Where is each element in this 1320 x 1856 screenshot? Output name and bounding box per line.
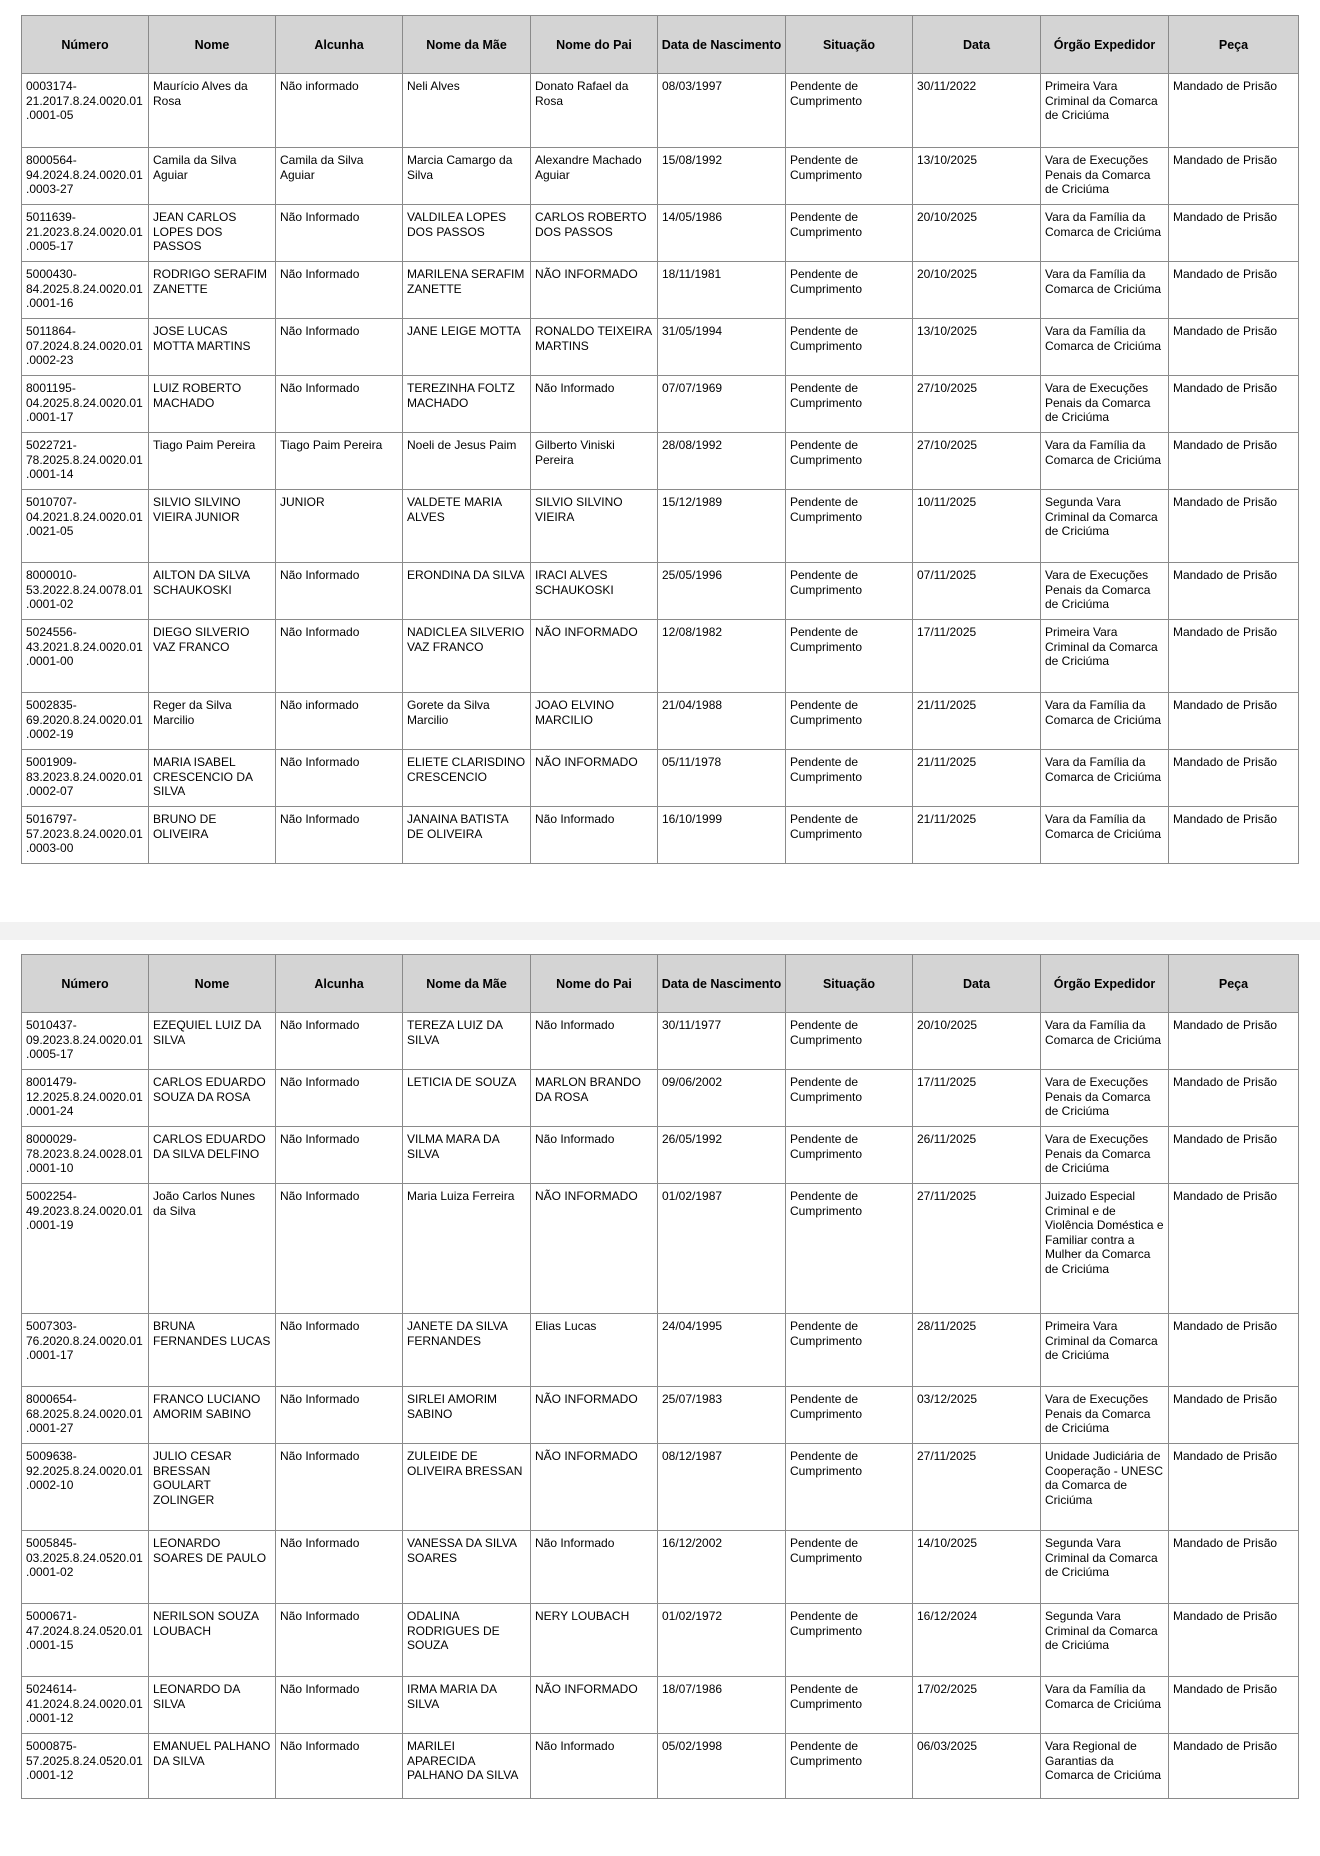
cell-orgao-expedidor: Vara da Família da Comarca de Criciúma <box>1041 205 1169 262</box>
cell-nome-da-mae: Maria Luiza Ferreira <box>403 1184 531 1314</box>
cell-numero: 5010437-09.2023.8.24.0020.01.0005-17 <box>22 1013 149 1070</box>
cell-data-de-nascimento: 08/12/1987 <box>658 1444 786 1531</box>
table-row <box>22 433 1299 490</box>
table-row <box>22 620 1299 693</box>
cell-data: 14/10/2025 <box>913 1531 1041 1604</box>
cell-situacao: Pendente de Cumprimento <box>786 319 913 376</box>
cell-data: 28/11/2025 <box>913 1314 1041 1387</box>
cell-data: 27/10/2025 <box>913 376 1041 433</box>
cell-nome-da-mae: Noeli de Jesus Paim <box>403 433 531 490</box>
cell-nome: CARLOS EDUARDO SOUZA DA ROSA <box>149 1070 276 1127</box>
cell-data-de-nascimento: 26/05/1992 <box>658 1127 786 1184</box>
cell-alcunha: Não Informado <box>276 1314 403 1387</box>
cell-nome-do-pai: NÃO INFORMADO <box>531 1184 658 1314</box>
cell-data-de-nascimento: 14/05/1986 <box>658 205 786 262</box>
cell-peca: Mandado de Prisão <box>1169 1314 1299 1387</box>
cell-nome-da-mae: TEREZA LUIZ DA SILVA <box>403 1013 531 1070</box>
cell-nome: EMANUEL PALHANO DA SILVA <box>149 1734 276 1799</box>
cell-situacao: Pendente de Cumprimento <box>786 148 913 205</box>
cell-numero: 0003174-21.2017.8.24.0020.01.0001-05 <box>22 74 149 148</box>
cell-nome: JULIO CESAR BRESSAN GOULART ZOLINGER <box>149 1444 276 1531</box>
cell-nome-do-pai: SILVIO SILVINO VIEIRA <box>531 490 658 563</box>
cell-nome-da-mae: VALDETE MARIA ALVES <box>403 490 531 563</box>
column-header-situacao: Situação <box>786 955 913 1013</box>
cell-data-de-nascimento: 01/02/1972 <box>658 1604 786 1677</box>
cell-alcunha: Não informado <box>276 74 403 148</box>
cell-orgao-expedidor: Vara Regional de Garantias da Comarca de Criciúma <box>1041 1734 1169 1799</box>
cell-nome-do-pai: NÃO INFORMADO <box>531 750 658 807</box>
cell-peca: Mandado de Prisão <box>1169 1070 1299 1127</box>
cell-nome-do-pai: NÃO INFORMADO <box>531 1677 658 1734</box>
cell-nome: João Carlos Nunes da Silva <box>149 1184 276 1314</box>
table-header-row <box>22 16 1299 74</box>
cell-nome-da-mae: MARILEI APARECIDA PALHANO DA SILVA <box>403 1734 531 1799</box>
cell-nome-do-pai: Alexandre Machado Aguiar <box>531 148 658 205</box>
cell-data-de-nascimento: 28/08/1992 <box>658 433 786 490</box>
table-row <box>22 693 1299 750</box>
cell-orgao-expedidor: Primeira Vara Criminal da Comarca de Criciúma <box>1041 74 1169 148</box>
cell-situacao: Pendente de Cumprimento <box>786 1444 913 1531</box>
cell-nome: LUIZ ROBERTO MACHADO <box>149 376 276 433</box>
cell-peca: Mandado de Prisão <box>1169 1387 1299 1444</box>
cell-situacao: Pendente de Cumprimento <box>786 74 913 148</box>
cell-peca: Mandado de Prisão <box>1169 205 1299 262</box>
cell-nome-do-pai: Não Informado <box>531 807 658 864</box>
cell-orgao-expedidor: Segunda Vara Criminal da Comarca de Criciúma <box>1041 1531 1169 1604</box>
cell-data-de-nascimento: 31/05/1994 <box>658 319 786 376</box>
table-row <box>22 807 1299 864</box>
cell-data-de-nascimento: 15/08/1992 <box>658 148 786 205</box>
cell-numero: 5024556-43.2021.8.24.0020.01.0001-00 <box>22 620 149 693</box>
cell-nome: NERILSON SOUZA LOUBACH <box>149 1604 276 1677</box>
cell-numero: 5001909-83.2023.8.24.0020.01.0002-07 <box>22 750 149 807</box>
cell-data-de-nascimento: 05/02/1998 <box>658 1734 786 1799</box>
cell-nome-da-mae: ELIETE CLARISDINO CRESCENCIO <box>403 750 531 807</box>
cell-situacao: Pendente de Cumprimento <box>786 1314 913 1387</box>
table-row <box>22 319 1299 376</box>
column-header-alcunha: Alcunha <box>276 955 403 1013</box>
cell-peca: Mandado de Prisão <box>1169 807 1299 864</box>
column-header-nome-do-pai: Nome do Pai <box>531 955 658 1013</box>
cell-data: 27/11/2025 <box>913 1184 1041 1314</box>
cell-nome-do-pai: RONALDO TEIXEIRA MARTINS <box>531 319 658 376</box>
column-header-data-de-nascimento: Data de Nascimento <box>658 16 786 74</box>
cell-data: 13/10/2025 <box>913 319 1041 376</box>
cell-data-de-nascimento: 16/12/2002 <box>658 1531 786 1604</box>
table-row <box>22 205 1299 262</box>
cell-nome-do-pai: Não Informado <box>531 376 658 433</box>
cell-numero: 5002254-49.2023.8.24.0020.01.0001-19 <box>22 1184 149 1314</box>
cell-peca: Mandado de Prisão <box>1169 620 1299 693</box>
table-row <box>22 74 1299 148</box>
table-row <box>22 1734 1299 1799</box>
cell-peca: Mandado de Prisão <box>1169 1604 1299 1677</box>
cell-situacao: Pendente de Cumprimento <box>786 1387 913 1444</box>
cell-nome-da-mae: ZULEIDE DE OLIVEIRA BRESSAN <box>403 1444 531 1531</box>
cell-numero: 8001479-12.2025.8.24.0020.01.0001-24 <box>22 1070 149 1127</box>
cell-orgao-expedidor: Vara de Execuções Penais da Comarca de Criciúma <box>1041 563 1169 620</box>
cell-nome: Reger da Silva Marcilio <box>149 693 276 750</box>
warrants-table-page-2 <box>21 954 1299 1799</box>
cell-peca: Mandado de Prisão <box>1169 262 1299 319</box>
column-header-nome-da-mae: Nome da Mãe <box>403 16 531 74</box>
cell-nome: CARLOS EDUARDO DA SILVA DELFINO <box>149 1127 276 1184</box>
cell-nome-do-pai: NÃO INFORMADO <box>531 620 658 693</box>
table-row <box>22 1444 1299 1531</box>
cell-alcunha: Não Informado <box>276 1531 403 1604</box>
cell-data: 20/10/2025 <box>913 1013 1041 1070</box>
cell-nome-da-mae: VANESSA DA SILVA SOARES <box>403 1531 531 1604</box>
column-header-data: Data <box>913 955 1041 1013</box>
cell-alcunha: Não Informado <box>276 376 403 433</box>
cell-peca: Mandado de Prisão <box>1169 376 1299 433</box>
table-row <box>22 1127 1299 1184</box>
cell-nome: JOSE LUCAS MOTTA MARTINS <box>149 319 276 376</box>
cell-data-de-nascimento: 21/04/1988 <box>658 693 786 750</box>
cell-nome-da-mae: TEREZINHA FOLTZ MACHADO <box>403 376 531 433</box>
cell-data-de-nascimento: 16/10/1999 <box>658 807 786 864</box>
cell-orgao-expedidor: Unidade Judiciária de Cooperação - UNESC da Comarca de Criciúma <box>1041 1444 1169 1531</box>
cell-nome-da-mae: IRMA MARIA DA SILVA <box>403 1677 531 1734</box>
cell-data: 13/10/2025 <box>913 148 1041 205</box>
cell-nome-do-pai: NÃO INFORMADO <box>531 1387 658 1444</box>
cell-data-de-nascimento: 24/04/1995 <box>658 1314 786 1387</box>
document-page-2 <box>0 940 1320 1856</box>
cell-situacao: Pendente de Cumprimento <box>786 1013 913 1070</box>
cell-alcunha: Não Informado <box>276 1127 403 1184</box>
column-header-nome: Nome <box>149 16 276 74</box>
column-header-numero: Número <box>22 955 149 1013</box>
column-header-orgao-expedidor: Órgão Expedidor <box>1041 955 1169 1013</box>
column-header-data: Data <box>913 16 1041 74</box>
cell-peca: Mandado de Prisão <box>1169 563 1299 620</box>
table-row <box>22 376 1299 433</box>
cell-nome-do-pai: NÃO INFORMADO <box>531 1444 658 1531</box>
cell-situacao: Pendente de Cumprimento <box>786 262 913 319</box>
cell-nome-da-mae: NADICLEA SILVERIO VAZ FRANCO <box>403 620 531 693</box>
cell-nome-da-mae: Gorete da Silva Marcilio <box>403 693 531 750</box>
cell-data-de-nascimento: 01/02/1987 <box>658 1184 786 1314</box>
table-row <box>22 1387 1299 1444</box>
cell-situacao: Pendente de Cumprimento <box>786 376 913 433</box>
cell-situacao: Pendente de Cumprimento <box>786 1531 913 1604</box>
cell-nome: AILTON DA SILVA SCHAUKOSKI <box>149 563 276 620</box>
cell-nome-do-pai: IRACI ALVES SCHAUKOSKI <box>531 563 658 620</box>
cell-numero: 5016797-57.2023.8.24.0020.01.0003-00 <box>22 807 149 864</box>
column-header-situacao: Situação <box>786 16 913 74</box>
page-separator <box>0 922 1320 940</box>
table-row <box>22 1314 1299 1387</box>
cell-alcunha: Não Informado <box>276 319 403 376</box>
cell-data: 03/12/2025 <box>913 1387 1041 1444</box>
cell-nome: BRUNA FERNANDES LUCAS <box>149 1314 276 1387</box>
cell-alcunha: Não Informado <box>276 1387 403 1444</box>
table-row <box>22 563 1299 620</box>
column-header-orgao-expedidor: Órgão Expedidor <box>1041 16 1169 74</box>
cell-alcunha: Tiago Paim Pereira <box>276 433 403 490</box>
cell-nome: DIEGO SILVERIO VAZ FRANCO <box>149 620 276 693</box>
column-header-nome: Nome <box>149 955 276 1013</box>
cell-situacao: Pendente de Cumprimento <box>786 1734 913 1799</box>
cell-data-de-nascimento: 07/07/1969 <box>658 376 786 433</box>
table-row <box>22 1013 1299 1070</box>
cell-nome: SILVIO SILVINO VIEIRA JUNIOR <box>149 490 276 563</box>
table-row <box>22 1531 1299 1604</box>
cell-numero: 5000671-47.2024.8.24.0520.01.0001-15 <box>22 1604 149 1677</box>
cell-data: 17/11/2025 <box>913 620 1041 693</box>
cell-orgao-expedidor: Vara da Família da Comarca de Criciúma <box>1041 1677 1169 1734</box>
cell-nome: LEONARDO SOARES DE PAULO <box>149 1531 276 1604</box>
cell-alcunha: Não Informado <box>276 1013 403 1070</box>
column-header-alcunha: Alcunha <box>276 16 403 74</box>
table-row <box>22 262 1299 319</box>
cell-numero: 5002835-69.2020.8.24.0020.01.0002-19 <box>22 693 149 750</box>
cell-numero: 5000875-57.2025.8.24.0520.01.0001-12 <box>22 1734 149 1799</box>
cell-alcunha: Não Informado <box>276 1184 403 1314</box>
cell-nome: Tiago Paim Pereira <box>149 433 276 490</box>
cell-nome-da-mae: Neli Alves <box>403 74 531 148</box>
cell-peca: Mandado de Prisão <box>1169 148 1299 205</box>
cell-situacao: Pendente de Cumprimento <box>786 1070 913 1127</box>
table-row <box>22 1677 1299 1734</box>
document-page-1 <box>0 0 1320 922</box>
cell-data: 27/11/2025 <box>913 1444 1041 1531</box>
cell-peca: Mandado de Prisão <box>1169 750 1299 807</box>
cell-nome-da-mae: VALDILEA LOPES DOS PASSOS <box>403 205 531 262</box>
cell-alcunha: Não Informado <box>276 1604 403 1677</box>
cell-numero: 5011864-07.2024.8.24.0020.01.0002-23 <box>22 319 149 376</box>
cell-situacao: Pendente de Cumprimento <box>786 750 913 807</box>
cell-situacao: Pendente de Cumprimento <box>786 205 913 262</box>
cell-data-de-nascimento: 18/07/1986 <box>658 1677 786 1734</box>
cell-data: 20/10/2025 <box>913 205 1041 262</box>
cell-nome-do-pai: Gilberto Viniski Pereira <box>531 433 658 490</box>
cell-nome: MARIA ISABEL CRESCENCIO DA SILVA <box>149 750 276 807</box>
cell-alcunha: Não Informado <box>276 563 403 620</box>
warrants-table-page-1 <box>21 15 1299 864</box>
cell-nome: FRANCO LUCIANO AMORIM SABINO <box>149 1387 276 1444</box>
cell-nome-da-mae: JANAINA BATISTA DE OLIVEIRA <box>403 807 531 864</box>
cell-alcunha: Não informado <box>276 693 403 750</box>
cell-nome-da-mae: MARILENA SERAFIM ZANETTE <box>403 262 531 319</box>
cell-nome-da-mae: VILMA MARA DA SILVA <box>403 1127 531 1184</box>
cell-situacao: Pendente de Cumprimento <box>786 1127 913 1184</box>
cell-data-de-nascimento: 25/05/1996 <box>658 563 786 620</box>
cell-situacao: Pendente de Cumprimento <box>786 1184 913 1314</box>
cell-nome: EZEQUIEL LUIZ DA SILVA <box>149 1013 276 1070</box>
column-header-numero: Número <box>22 16 149 74</box>
cell-alcunha: Não Informado <box>276 1734 403 1799</box>
cell-orgao-expedidor: Vara da Família da Comarca de Criciúma <box>1041 693 1169 750</box>
cell-nome-da-mae: JANE LEIGE MOTTA <box>403 319 531 376</box>
cell-numero: 5007303-76.2020.8.24.0020.01.0001-17 <box>22 1314 149 1387</box>
cell-situacao: Pendente de Cumprimento <box>786 807 913 864</box>
cell-numero: 5005845-03.2025.8.24.0520.01.0001-02 <box>22 1531 149 1604</box>
cell-nome-do-pai: Donato Rafael da Rosa <box>531 74 658 148</box>
cell-nome: Camila da Silva Aguiar <box>149 148 276 205</box>
cell-nome: Maurício Alves da Rosa <box>149 74 276 148</box>
column-header-nome-do-pai: Nome do Pai <box>531 16 658 74</box>
cell-alcunha: JUNIOR <box>276 490 403 563</box>
cell-alcunha: Não Informado <box>276 205 403 262</box>
cell-numero: 5009638-92.2025.8.24.0020.01.0002-10 <box>22 1444 149 1531</box>
cell-nome: RODRIGO SERAFIM ZANETTE <box>149 262 276 319</box>
cell-numero: 5000430-84.2025.8.24.0020.01.0001-16 <box>22 262 149 319</box>
cell-orgao-expedidor: Vara da Família da Comarca de Criciúma <box>1041 262 1169 319</box>
table-header-row <box>22 955 1299 1013</box>
cell-numero: 8000654-68.2025.8.24.0020.01.0001-27 <box>22 1387 149 1444</box>
cell-alcunha: Não Informado <box>276 1444 403 1531</box>
cell-data: 21/11/2025 <box>913 693 1041 750</box>
cell-orgao-expedidor: Segunda Vara Criminal da Comarca de Criciúma <box>1041 1604 1169 1677</box>
cell-nome-da-mae: JANETE DA SILVA FERNANDES <box>403 1314 531 1387</box>
table-row <box>22 1604 1299 1677</box>
column-header-nome-da-mae: Nome da Mãe <box>403 955 531 1013</box>
cell-data: 30/11/2022 <box>913 74 1041 148</box>
cell-data: 20/10/2025 <box>913 262 1041 319</box>
cell-peca: Mandado de Prisão <box>1169 1013 1299 1070</box>
cell-orgao-expedidor: Vara de Execuções Penais da Comarca de Criciúma <box>1041 1387 1169 1444</box>
cell-alcunha: Não Informado <box>276 1070 403 1127</box>
cell-peca: Mandado de Prisão <box>1169 1531 1299 1604</box>
cell-situacao: Pendente de Cumprimento <box>786 620 913 693</box>
cell-peca: Mandado de Prisão <box>1169 1677 1299 1734</box>
table-row <box>22 148 1299 205</box>
cell-orgao-expedidor: Primeira Vara Criminal da Comarca de Criciúma <box>1041 620 1169 693</box>
cell-peca: Mandado de Prisão <box>1169 319 1299 376</box>
cell-orgao-expedidor: Primeira Vara Criminal da Comarca de Criciúma <box>1041 1314 1169 1387</box>
cell-alcunha: Não Informado <box>276 1677 403 1734</box>
cell-orgao-expedidor: Vara de Execuções Penais da Comarca de Criciúma <box>1041 148 1169 205</box>
cell-data-de-nascimento: 25/07/1983 <box>658 1387 786 1444</box>
table-row <box>22 1184 1299 1314</box>
cell-numero: 8001195-04.2025.8.24.0020.01.0001-17 <box>22 376 149 433</box>
table-row <box>22 1070 1299 1127</box>
cell-data: 16/12/2024 <box>913 1604 1041 1677</box>
cell-peca: Mandado de Prisão <box>1169 74 1299 148</box>
cell-alcunha: Não Informado <box>276 750 403 807</box>
cell-data: 17/11/2025 <box>913 1070 1041 1127</box>
cell-situacao: Pendente de Cumprimento <box>786 433 913 490</box>
cell-alcunha: Camila da Silva Aguiar <box>276 148 403 205</box>
cell-situacao: Pendente de Cumprimento <box>786 563 913 620</box>
cell-nome: BRUNO DE OLIVEIRA <box>149 807 276 864</box>
cell-data-de-nascimento: 18/11/1981 <box>658 262 786 319</box>
cell-nome-da-mae: ODALINA RODRIGUES DE SOUZA <box>403 1604 531 1677</box>
cell-peca: Mandado de Prisão <box>1169 1127 1299 1184</box>
cell-data-de-nascimento: 05/11/1978 <box>658 750 786 807</box>
cell-situacao: Pendente de Cumprimento <box>786 693 913 750</box>
cell-nome-do-pai: Não Informado <box>531 1734 658 1799</box>
cell-orgao-expedidor: Vara de Execuções Penais da Comarca de Criciúma <box>1041 1070 1169 1127</box>
cell-nome-do-pai: CARLOS ROBERTO DOS PASSOS <box>531 205 658 262</box>
cell-orgao-expedidor: Vara de Execuções Penais da Comarca de Criciúma <box>1041 376 1169 433</box>
cell-nome-do-pai: JOAO ELVINO MARCILIO <box>531 693 658 750</box>
cell-numero: 5022721-78.2025.8.24.0020.01.0001-14 <box>22 433 149 490</box>
cell-data: 21/11/2025 <box>913 807 1041 864</box>
cell-peca: Mandado de Prisão <box>1169 433 1299 490</box>
cell-orgao-expedidor: Vara da Família da Comarca de Criciúma <box>1041 750 1169 807</box>
cell-nome-do-pai: NERY LOUBACH <box>531 1604 658 1677</box>
cell-numero: 5024614-41.2024.8.24.0020.01.0001-12 <box>22 1677 149 1734</box>
cell-nome-da-mae: LETICIA DE SOUZA <box>403 1070 531 1127</box>
cell-nome-do-pai: Elias Lucas <box>531 1314 658 1387</box>
table-row <box>22 750 1299 807</box>
cell-orgao-expedidor: Juizado Especial Criminal e de Violência Doméstica e Familiar contra a Mulher da Comarca de Criciúma <box>1041 1184 1169 1314</box>
cell-data: 27/10/2025 <box>913 433 1041 490</box>
cell-numero: 8000010-53.2022.8.24.0078.01.0001-02 <box>22 563 149 620</box>
cell-nome-da-mae: ERONDINA DA SILVA <box>403 563 531 620</box>
cell-data: 21/11/2025 <box>913 750 1041 807</box>
cell-peca: Mandado de Prisão <box>1169 693 1299 750</box>
cell-alcunha: Não Informado <box>276 262 403 319</box>
cell-orgao-expedidor: Vara de Execuções Penais da Comarca de Criciúma <box>1041 1127 1169 1184</box>
cell-orgao-expedidor: Vara da Família da Comarca de Criciúma <box>1041 807 1169 864</box>
cell-peca: Mandado de Prisão <box>1169 1184 1299 1314</box>
column-header-peca: Peça <box>1169 955 1299 1013</box>
cell-nome: LEONARDO DA SILVA <box>149 1677 276 1734</box>
cell-data-de-nascimento: 12/08/1982 <box>658 620 786 693</box>
cell-situacao: Pendente de Cumprimento <box>786 1604 913 1677</box>
cell-nome-do-pai: NÃO INFORMADO <box>531 262 658 319</box>
cell-numero: 5010707-04.2021.8.24.0020.01.0021-05 <box>22 490 149 563</box>
cell-situacao: Pendente de Cumprimento <box>786 1677 913 1734</box>
cell-nome-do-pai: Não Informado <box>531 1013 658 1070</box>
cell-numero: 8000029-78.2023.8.24.0028.01.0001-10 <box>22 1127 149 1184</box>
cell-orgao-expedidor: Vara da Família da Comarca de Criciúma <box>1041 1013 1169 1070</box>
cell-data: 10/11/2025 <box>913 490 1041 563</box>
cell-orgao-expedidor: Vara da Família da Comarca de Criciúma <box>1041 433 1169 490</box>
cell-alcunha: Não Informado <box>276 620 403 693</box>
cell-orgao-expedidor: Segunda Vara Criminal da Comarca de Criciúma <box>1041 490 1169 563</box>
cell-nome-da-mae: SIRLEI AMORIM SABINO <box>403 1387 531 1444</box>
cell-data-de-nascimento: 08/03/1997 <box>658 74 786 148</box>
cell-alcunha: Não Informado <box>276 807 403 864</box>
table-row <box>22 490 1299 563</box>
cell-data: 06/03/2025 <box>913 1734 1041 1799</box>
cell-data: 07/11/2025 <box>913 563 1041 620</box>
cell-nome-do-pai: MARLON BRANDO DA ROSA <box>531 1070 658 1127</box>
cell-situacao: Pendente de Cumprimento <box>786 490 913 563</box>
cell-peca: Mandado de Prisão <box>1169 1734 1299 1799</box>
cell-nome: JEAN CARLOS LOPES DOS PASSOS <box>149 205 276 262</box>
cell-peca: Mandado de Prisão <box>1169 490 1299 563</box>
cell-orgao-expedidor: Vara da Família da Comarca de Criciúma <box>1041 319 1169 376</box>
column-header-peca: Peça <box>1169 16 1299 74</box>
cell-data: 17/02/2025 <box>913 1677 1041 1734</box>
cell-peca: Mandado de Prisão <box>1169 1444 1299 1531</box>
cell-data-de-nascimento: 30/11/1977 <box>658 1013 786 1070</box>
cell-data: 26/11/2025 <box>913 1127 1041 1184</box>
cell-nome-do-pai: Não Informado <box>531 1531 658 1604</box>
cell-nome-do-pai: Não Informado <box>531 1127 658 1184</box>
column-header-data-de-nascimento: Data de Nascimento <box>658 955 786 1013</box>
cell-data-de-nascimento: 15/12/1989 <box>658 490 786 563</box>
cell-data-de-nascimento: 09/06/2002 <box>658 1070 786 1127</box>
cell-numero: 8000564-94.2024.8.24.0020.01.0003-27 <box>22 148 149 205</box>
cell-nome-da-mae: Marcia Camargo da Silva <box>403 148 531 205</box>
cell-numero: 5011639-21.2023.8.24.0020.01.0005-17 <box>22 205 149 262</box>
